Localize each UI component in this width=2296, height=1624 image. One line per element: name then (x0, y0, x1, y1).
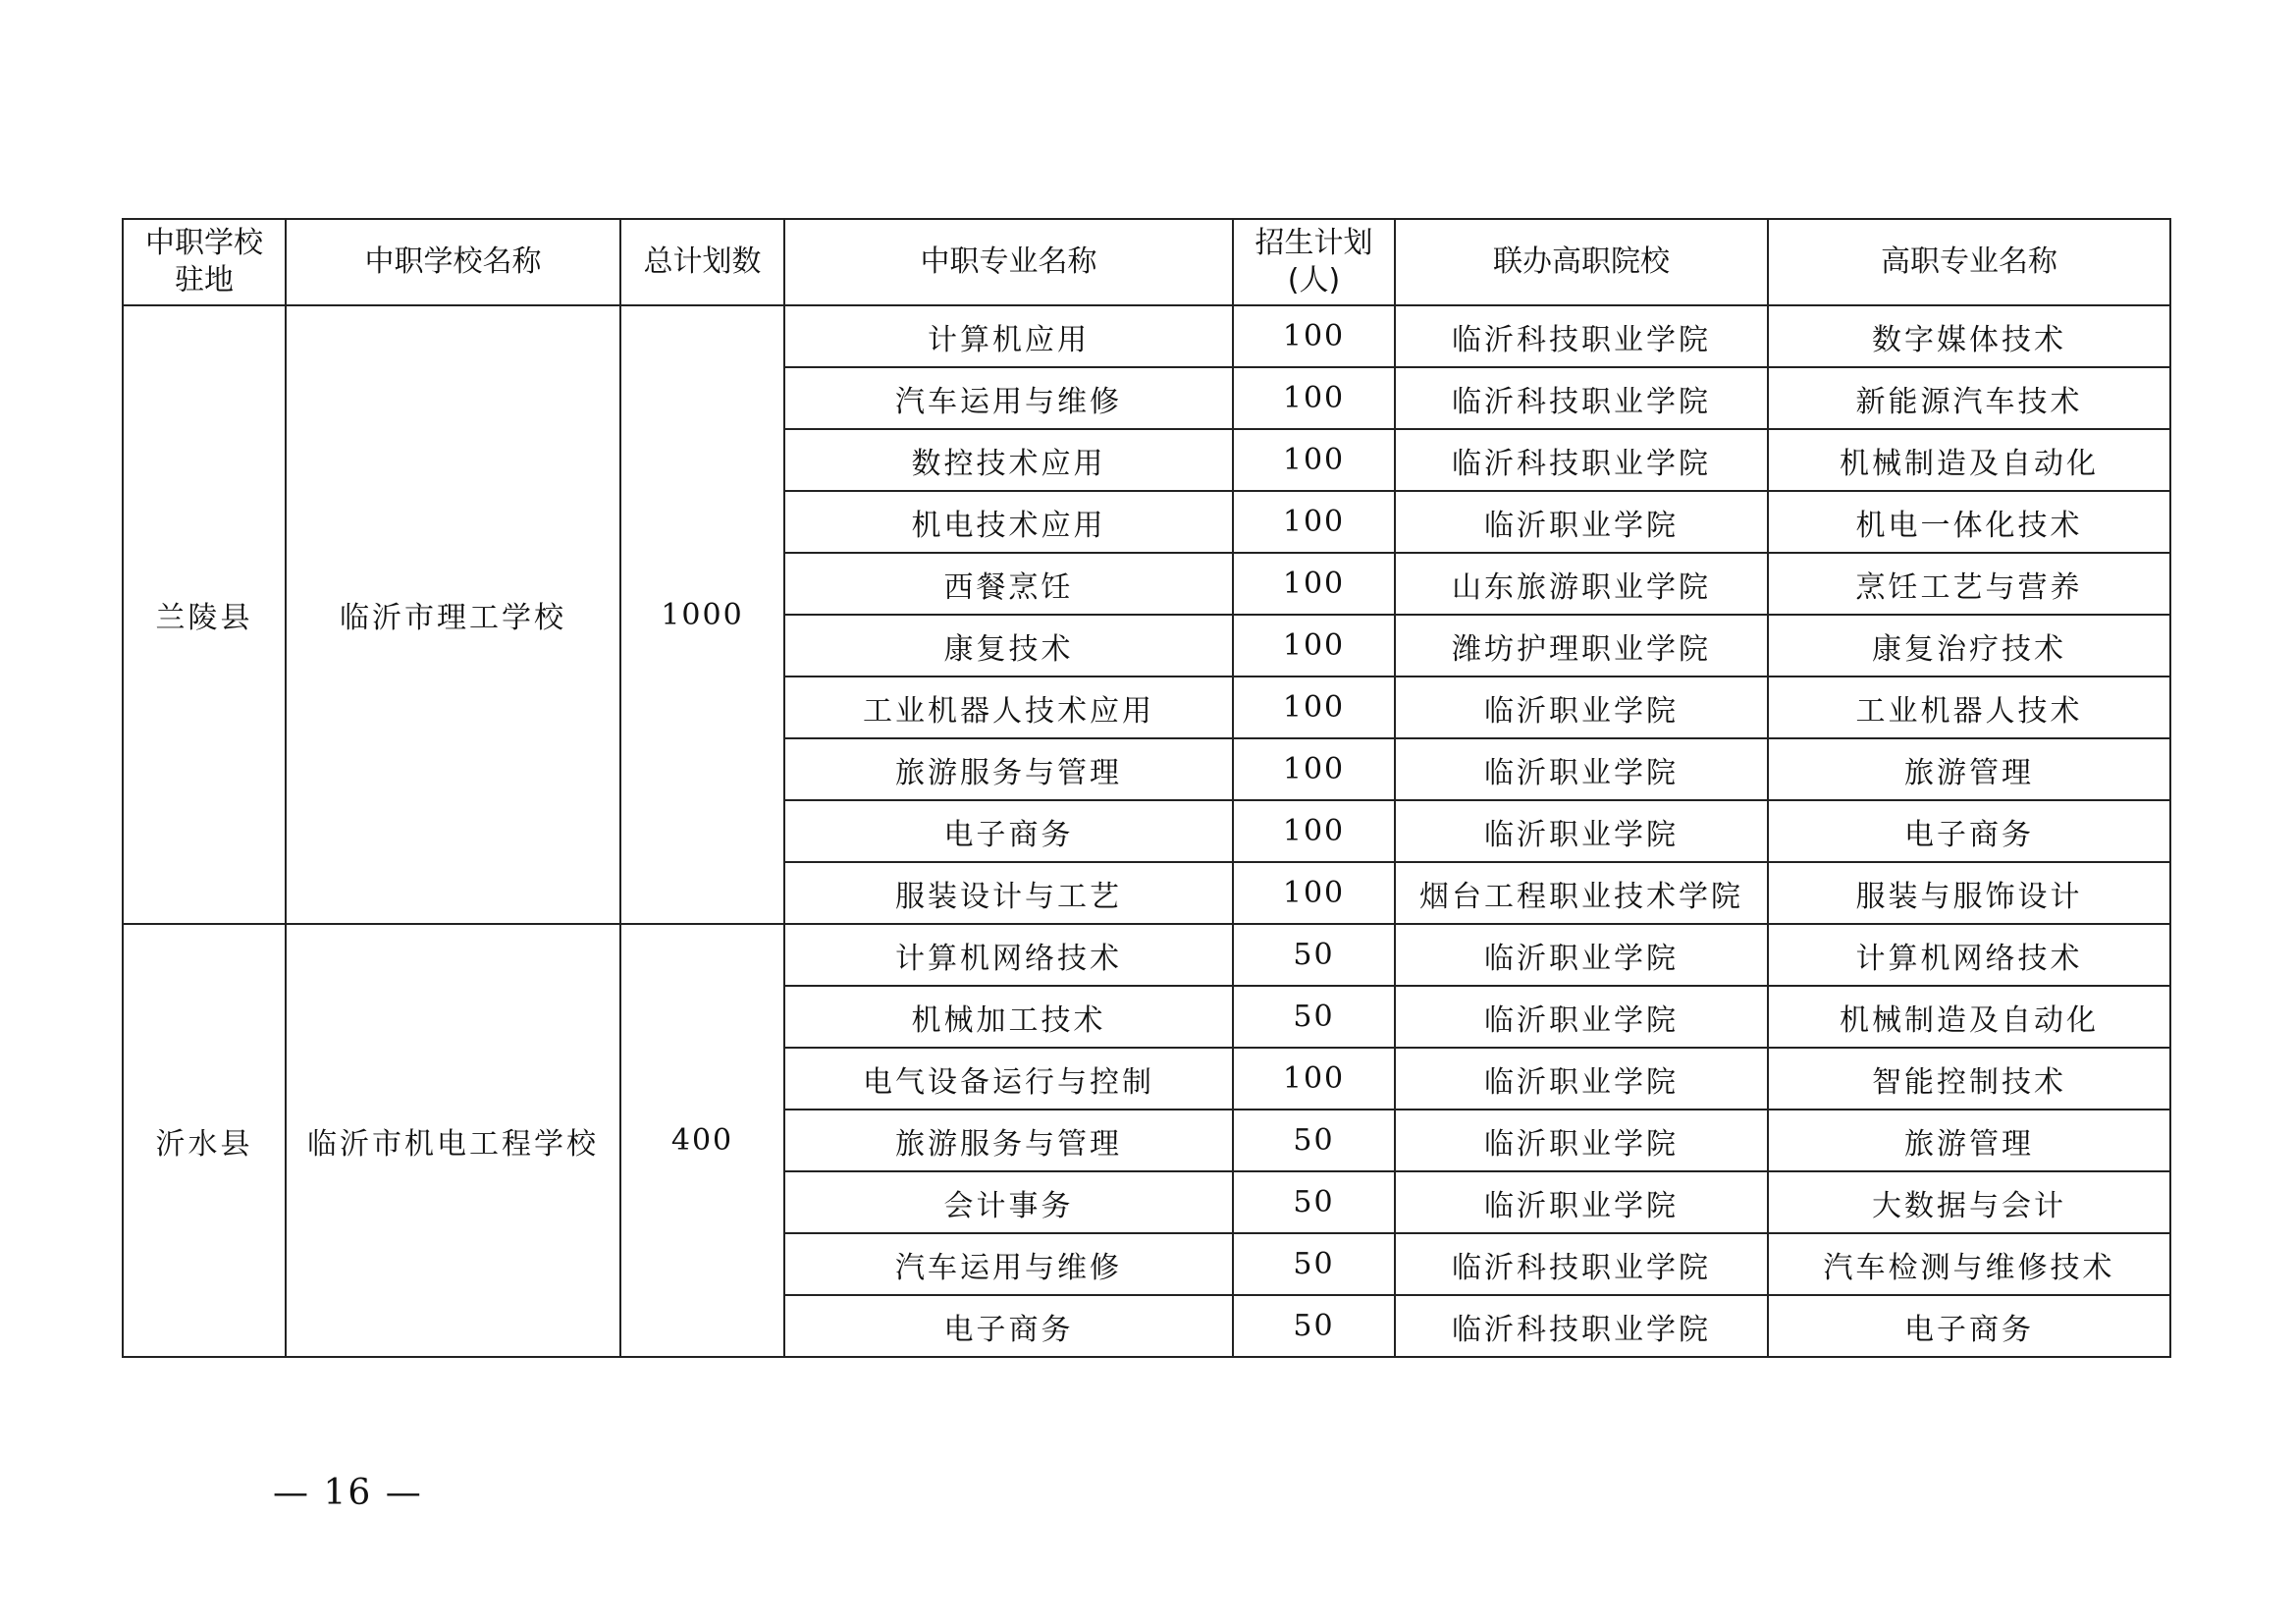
college-cell: 临沂职业学院 (1395, 800, 1768, 862)
college-cell: 临沂职业学院 (1395, 1110, 1768, 1171)
major-cell: 旅游服务与管理 (784, 738, 1233, 800)
major-cell: 会计事务 (784, 1171, 1233, 1233)
enroll-plan-cell: 100 (1233, 491, 1395, 553)
college-major-cell: 康复治疗技术 (1768, 615, 2170, 677)
college-major-cell: 旅游管理 (1768, 1110, 2170, 1171)
major-cell: 计算机网络技术 (784, 924, 1233, 986)
college-major-cell: 计算机网络技术 (1768, 924, 2170, 986)
college-major-cell: 机械制造及自动化 (1768, 986, 2170, 1048)
major-cell: 计算机应用 (784, 305, 1233, 367)
page-number: — 16 — (273, 1473, 423, 1513)
college-cell: 临沂科技职业学院 (1395, 1233, 1768, 1295)
college-cell: 临沂科技职业学院 (1395, 429, 1768, 491)
major-cell: 电气设备运行与控制 (784, 1048, 1233, 1110)
enrollment-plan-table (122, 218, 2171, 1358)
enroll-plan-cell: 100 (1233, 305, 1395, 367)
college-cell: 山东旅游职业学院 (1395, 553, 1768, 615)
enroll-plan-cell: 50 (1233, 1110, 1395, 1171)
college-cell: 临沂科技职业学院 (1395, 367, 1768, 429)
college-cell: 临沂职业学院 (1395, 738, 1768, 800)
major-cell: 数控技术应用 (784, 429, 1233, 491)
major-cell: 机电技术应用 (784, 491, 1233, 553)
major-cell: 电子商务 (784, 1295, 1233, 1357)
enroll-plan-cell: 50 (1233, 1171, 1395, 1233)
major-cell: 机械加工技术 (784, 986, 1233, 1048)
school-name-cell: 临沂市理工学校 (286, 305, 620, 924)
college-major-cell: 汽车检测与维修技术 (1768, 1233, 2170, 1295)
college-major-cell: 旅游管理 (1768, 738, 2170, 800)
college-cell: 临沂科技职业学院 (1395, 1295, 1768, 1357)
college-major-cell: 机械制造及自动化 (1768, 429, 2170, 491)
header-location (123, 219, 286, 305)
major-cell: 旅游服务与管理 (784, 1110, 1233, 1171)
enroll-plan-cell: 100 (1233, 429, 1395, 491)
enroll-plan-cell: 100 (1233, 862, 1395, 924)
school-name-cell: 临沂市机电工程学校 (286, 924, 620, 1357)
enroll-plan-cell: 100 (1233, 553, 1395, 615)
major-cell: 康复技术 (784, 615, 1233, 677)
header-college-major: 高职专业名称 (1768, 219, 2170, 305)
header-enroll-plan (1233, 219, 1395, 305)
header-row (123, 219, 2170, 305)
major-cell: 服装设计与工艺 (784, 862, 1233, 924)
total-plan-cell: 1000 (620, 305, 784, 924)
enroll-plan-cell: 100 (1233, 367, 1395, 429)
header-school-name: 中职学校名称 (286, 219, 620, 305)
major-cell: 汽车运用与维修 (784, 367, 1233, 429)
header-major: 中职专业名称 (784, 219, 1233, 305)
header-location-line2: 驻地 (175, 263, 234, 298)
college-cell: 临沂职业学院 (1395, 1048, 1768, 1110)
table-row (123, 305, 2170, 367)
header-enroll-line2: (人) (1287, 263, 1341, 298)
enroll-plan-cell: 100 (1233, 1048, 1395, 1110)
table-row (123, 924, 2170, 986)
enroll-plan-cell: 50 (1233, 1233, 1395, 1295)
major-cell: 电子商务 (784, 800, 1233, 862)
college-cell: 临沂职业学院 (1395, 491, 1768, 553)
college-major-cell: 烹饪工艺与营养 (1768, 553, 2170, 615)
college-major-cell: 大数据与会计 (1768, 1171, 2170, 1233)
college-cell: 临沂科技职业学院 (1395, 305, 1768, 367)
college-major-cell: 服装与服饰设计 (1768, 862, 2170, 924)
college-cell: 烟台工程职业技术学院 (1395, 862, 1768, 924)
header-location-line1: 中职学校 (145, 226, 263, 260)
location-cell: 沂水县 (123, 924, 286, 1357)
enroll-plan-cell: 100 (1233, 738, 1395, 800)
college-major-cell: 数字媒体技术 (1768, 305, 2170, 367)
college-major-cell: 新能源汽车技术 (1768, 367, 2170, 429)
enroll-plan-cell: 100 (1233, 677, 1395, 738)
college-major-cell: 机电一体化技术 (1768, 491, 2170, 553)
college-cell: 临沂职业学院 (1395, 1171, 1768, 1233)
major-cell: 汽车运用与维修 (784, 1233, 1233, 1295)
enroll-plan-cell: 100 (1233, 615, 1395, 677)
major-cell: 工业机器人技术应用 (784, 677, 1233, 738)
header-college: 联办高职院校 (1395, 219, 1768, 305)
enroll-plan-cell: 50 (1233, 924, 1395, 986)
location-cell: 兰陵县 (123, 305, 286, 924)
enroll-plan-cell: 50 (1233, 1295, 1395, 1357)
table-body (123, 305, 2170, 1357)
college-cell: 临沂职业学院 (1395, 986, 1768, 1048)
college-cell: 临沂职业学院 (1395, 924, 1768, 986)
enroll-plan-cell: 100 (1233, 800, 1395, 862)
header-enroll-line1: 招生计划 (1255, 226, 1373, 260)
total-plan-cell: 400 (620, 924, 784, 1357)
college-cell: 潍坊护理职业学院 (1395, 615, 1768, 677)
college-major-cell: 电子商务 (1768, 800, 2170, 862)
college-major-cell: 智能控制技术 (1768, 1048, 2170, 1110)
header-total-plan: 总计划数 (620, 219, 784, 305)
table-header (123, 219, 2170, 305)
college-major-cell: 电子商务 (1768, 1295, 2170, 1357)
college-major-cell: 工业机器人技术 (1768, 677, 2170, 738)
enroll-plan-cell: 50 (1233, 986, 1395, 1048)
college-cell: 临沂职业学院 (1395, 677, 1768, 738)
major-cell: 西餐烹饪 (784, 553, 1233, 615)
